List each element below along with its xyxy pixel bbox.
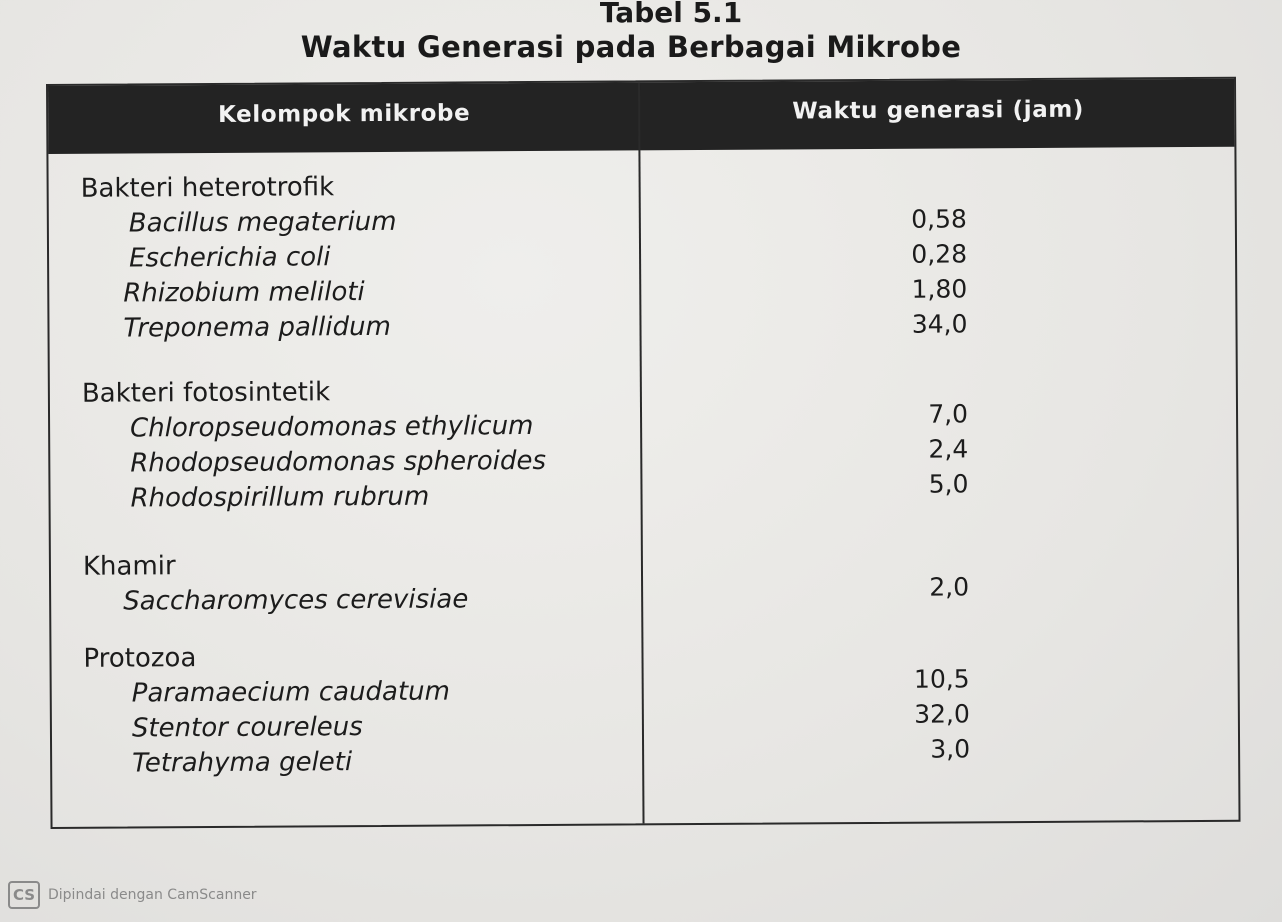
table-number: Tabel 5.1 — [599, 0, 743, 29]
generation-time-value: 32,0 — [914, 699, 970, 729]
generation-time-table — [46, 77, 1241, 829]
camscanner-logo-icon: CS — [8, 881, 40, 909]
group-label-protozoa: Protozoa — [83, 643, 197, 674]
scanner-watermark — [8, 880, 257, 910]
generation-time-value: 0,58 — [911, 204, 967, 234]
generation-time-value: 1,80 — [911, 274, 968, 304]
table-header — [48, 79, 1234, 154]
table-title: Waktu Generasi pada Berbagai Mikrobe — [300, 30, 962, 64]
generation-time-value: 7,0 — [928, 399, 969, 429]
watermark-text: Dipindai dengan CamScanner — [48, 887, 257, 903]
generation-time-value: 2,0 — [929, 572, 970, 602]
species-name: Escherichia coli — [128, 242, 331, 274]
species-name: Bacillus megaterium — [128, 206, 397, 239]
header-generation-time: Waktu generasi (jam) — [792, 96, 1085, 125]
generation-time-value: 5,0 — [928, 469, 969, 499]
group-label-photosynthetic: Bakteri fotosintetik — [81, 377, 331, 409]
microbe-column — [81, 168, 635, 781]
species-name: Chloropseudomonas ethylicum — [130, 411, 534, 444]
species-name: Saccharomyces cerevisiae — [123, 584, 469, 617]
species-name: Rhodospirillum rubrum — [130, 481, 430, 514]
generation-time-value: 10,5 — [913, 664, 970, 694]
group-label-heterotrophic: Bakteri heterotrofik — [80, 172, 335, 204]
generation-time-value: 0,28 — [911, 239, 968, 269]
column-divider — [638, 82, 645, 823]
species-name: Stentor coureleus — [131, 712, 363, 744]
species-name: Rhizobium meliloti — [123, 277, 365, 309]
species-name: Treponema pallidum — [123, 311, 391, 344]
species-name: Tetrahyma geleti — [132, 747, 353, 779]
generation-time-column — [649, 166, 971, 768]
generation-time-value: 2,4 — [928, 434, 969, 464]
species-name: Paramaecium caudatum — [131, 676, 451, 709]
header-microbe-group: Kelompok mikrobe — [218, 100, 471, 128]
generation-time-value: 3,0 — [930, 734, 971, 764]
group-label-yeast: Khamir — [82, 551, 176, 582]
species-name: Rhodopseudomonas spheroides — [130, 445, 547, 479]
generation-time-value: 34,0 — [911, 309, 968, 339]
